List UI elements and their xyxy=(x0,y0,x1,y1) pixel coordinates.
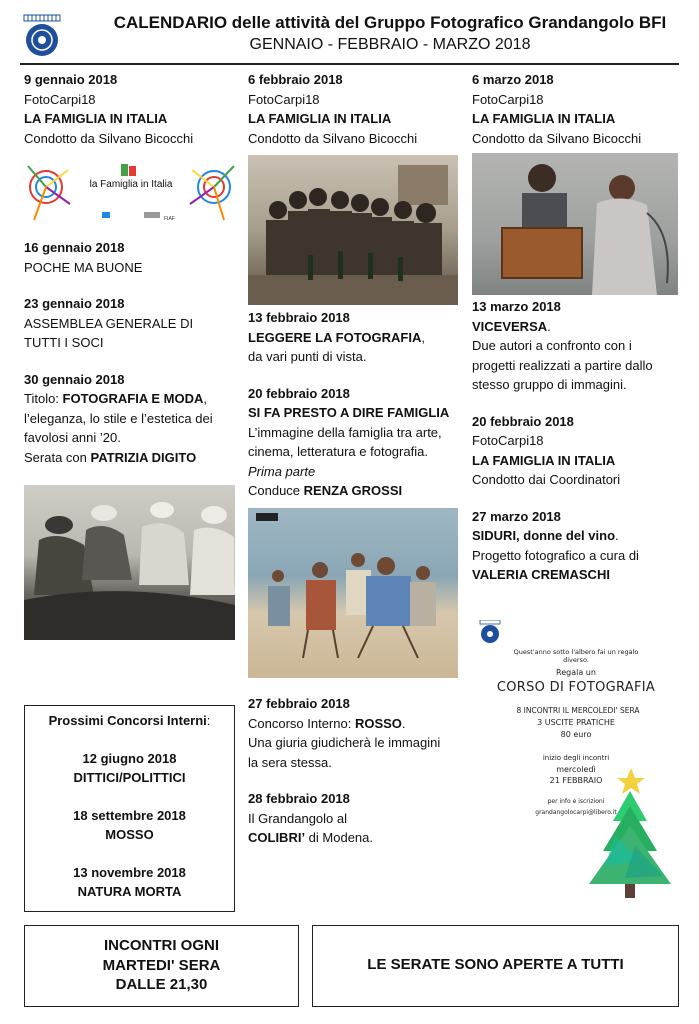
event-title: LA FAMIGLIA IN ITALIA xyxy=(472,111,616,126)
event-desc: Il Grandangolo al xyxy=(248,810,348,826)
event-host xyxy=(248,481,463,501)
concorso-title: NATURA MORTA xyxy=(77,884,182,899)
event-prefix: Serata con xyxy=(24,449,91,465)
event-desc: cinema, letteratura e fotografia. xyxy=(248,444,428,459)
event-desc: la sera stessa. xyxy=(248,754,332,770)
concorso-title: DITTICI/POLITTICI xyxy=(73,770,186,785)
event-date: 20 febbraio 2018 xyxy=(472,413,574,429)
event-desc: Una giuria giudicherà le immagini xyxy=(248,735,441,750)
event-prefix: Titolo: xyxy=(24,391,63,406)
event-date: 6 marzo 2018 xyxy=(472,72,554,87)
banner-brand: FIAF xyxy=(164,216,175,222)
page-subtitle: GENNAIO - FEBBRAIO - MARZO 2018 xyxy=(249,36,531,53)
column-march xyxy=(472,70,687,148)
event-host: Condotto dai Coordinatori xyxy=(472,472,621,487)
punct: . xyxy=(547,318,551,334)
event-host: Condotto da Silvano Bicocchi xyxy=(472,130,642,146)
event-line xyxy=(248,714,463,734)
corso-info: per info e iscrizioni xyxy=(547,798,605,805)
event-date: 23 gennaio 2018 xyxy=(24,296,125,311)
concorso-title: MOSSO xyxy=(105,827,154,842)
corso-data: 21 FEBBRAIO xyxy=(549,776,603,785)
footer-line: MARTEDI' SERA xyxy=(102,956,221,974)
banner-text: la Famiglia in Italia xyxy=(89,179,173,190)
event-date: 16 gennaio 2018 xyxy=(24,240,125,255)
punct: . xyxy=(401,715,406,731)
event-host: Condotto da Silvano Bicocchi xyxy=(24,130,194,146)
small-logo-icon xyxy=(479,620,501,644)
fashion-photo xyxy=(24,485,235,640)
event-date: 27 febbraio 2018 xyxy=(248,696,350,711)
event-title: ASSEMBLEA GENERALE DI xyxy=(24,315,194,331)
event-title-cont: TUTTI I SOCI xyxy=(24,335,104,350)
concorsi-box xyxy=(24,705,235,912)
corso-prezzo: 80 euro xyxy=(560,730,592,739)
event-date: 28 febbraio 2018 xyxy=(248,791,350,806)
event-line xyxy=(248,328,463,348)
event-prefix: Conduce xyxy=(248,483,304,498)
event-date: 13 febbraio 2018 xyxy=(248,310,350,325)
column-march-cont xyxy=(472,297,687,585)
corso-flyer xyxy=(479,620,684,910)
couple-photo xyxy=(472,153,678,295)
event-date: 13 marzo 2018 xyxy=(472,299,561,314)
event-date: 27 marzo 2018 xyxy=(472,508,561,524)
event-series: FotoCarpi18 xyxy=(472,91,544,107)
event-line xyxy=(472,317,687,337)
event-date: 20 febbraio 2018 xyxy=(248,385,350,401)
event-title: ROSSO xyxy=(354,715,402,731)
beach-photo xyxy=(248,508,458,678)
event-title: VICEVERSA xyxy=(472,318,548,334)
corso-giorno: mercoledì xyxy=(556,765,596,774)
page-title: CALENDARIO delle attività del Gruppo Fotografico Grandangolo BFI xyxy=(113,13,667,32)
concorso-date: 18 settembre 2018 xyxy=(73,807,186,823)
event-title: POCHE MA BUONE xyxy=(24,259,143,275)
corso-regala: Regala un xyxy=(556,668,596,677)
event-title: LA FAMIGLIA IN ITALIA xyxy=(24,111,168,126)
event-title: LEGGERE LA FOTOGRAFIA xyxy=(248,329,422,345)
column-february-cont xyxy=(248,308,463,501)
punct: : xyxy=(206,713,211,728)
corso-intro: Quest'anno sotto l'albero fai un regalo diverso. xyxy=(513,648,639,664)
corso-email: grandangolocarpi@libero.it xyxy=(535,809,617,816)
corso-uscite: 3 USCITE PRATICHE xyxy=(537,718,615,727)
event-prefix: Concorso Interno: xyxy=(248,715,355,731)
event-desc: stesso gruppo di immagini. xyxy=(472,377,627,392)
footer-line: INCONTRI OGNI xyxy=(104,937,219,954)
event-line xyxy=(248,828,463,848)
event-suffix: di Modena. xyxy=(305,830,373,845)
event-title: LA FAMIGLIA IN ITALIA xyxy=(248,111,392,126)
event-line xyxy=(24,389,239,409)
punct: , xyxy=(421,329,425,345)
event-date: 30 gennaio 2018 xyxy=(24,371,125,387)
corso-title: CORSO DI FOTOGRAFIA xyxy=(496,680,656,695)
column-february xyxy=(248,70,463,148)
event-part: Prima parte xyxy=(248,463,316,479)
event-series: FotoCarpi18 xyxy=(472,433,544,448)
corso-inizio: inizio degli incontri xyxy=(542,754,610,762)
concorsi-heading xyxy=(25,711,234,731)
event-date: 6 febbraio 2018 xyxy=(248,72,343,87)
event-title: COLIBRI’ xyxy=(248,830,306,845)
event-desc: da vari punti di vista. xyxy=(248,349,367,364)
event-title: SIDURI, donne del vino xyxy=(472,528,616,543)
concorso-date: 12 giugno 2018 xyxy=(82,750,177,766)
event-host xyxy=(24,448,239,468)
event-person: PATRIZIA DIGITO xyxy=(90,449,197,465)
event-series: FotoCarpi18 xyxy=(248,91,320,107)
header-divider xyxy=(20,63,679,65)
family-group-photo xyxy=(248,155,458,305)
footer-aperte-text: LE SERATE SONO APERTE A TUTTI xyxy=(367,956,624,973)
corso-incontri: 8 INCONTRI IL MERCOLEDI' SERA xyxy=(516,706,640,715)
column-january xyxy=(24,70,239,148)
footer-aperte-box xyxy=(312,925,679,1007)
famiglia-banner xyxy=(24,152,237,232)
event-title: FOTOGRAFIA E MODA xyxy=(62,391,204,406)
concorso-date: 13 novembre 2018 xyxy=(73,864,186,880)
event-desc: favolosi anni ’20. xyxy=(24,430,121,445)
event-desc: Progetto fotografico a cura di xyxy=(472,547,639,563)
event-title: SI FA PRESTO A DIRE FAMIGLIA xyxy=(248,405,450,420)
event-desc: Due autori a confronto con i xyxy=(472,338,632,353)
event-date: 9 gennaio 2018 xyxy=(24,72,118,87)
event-desc: L’immagine della famiglia tra arte, xyxy=(248,424,442,440)
punct: . xyxy=(615,528,619,543)
footer-incontri-box xyxy=(24,925,299,1007)
event-person: RENZA GROSSI xyxy=(303,483,403,498)
event-desc: progetti realizzati a partire dallo xyxy=(472,357,653,373)
christmas-tree-icon xyxy=(585,766,675,902)
event-series: FotoCarpi18 xyxy=(24,91,96,107)
event-host: Condotto da Silvano Bicocchi xyxy=(248,130,418,146)
event-title: LA FAMIGLIA IN ITALIA xyxy=(472,452,616,468)
event-person: VALERIA CREMASCHI xyxy=(472,567,610,582)
column-february-end xyxy=(248,694,463,848)
club-logo xyxy=(22,14,62,58)
column-january-cont xyxy=(24,238,239,467)
event-line xyxy=(472,526,687,546)
event-desc: l’eleganza, lo stile e l’estetica dei xyxy=(24,410,213,426)
punct: , xyxy=(203,391,207,406)
heading-text: Prossimi Concorsi Interni xyxy=(48,713,207,728)
footer-line: DALLE 21,30 xyxy=(115,976,208,993)
